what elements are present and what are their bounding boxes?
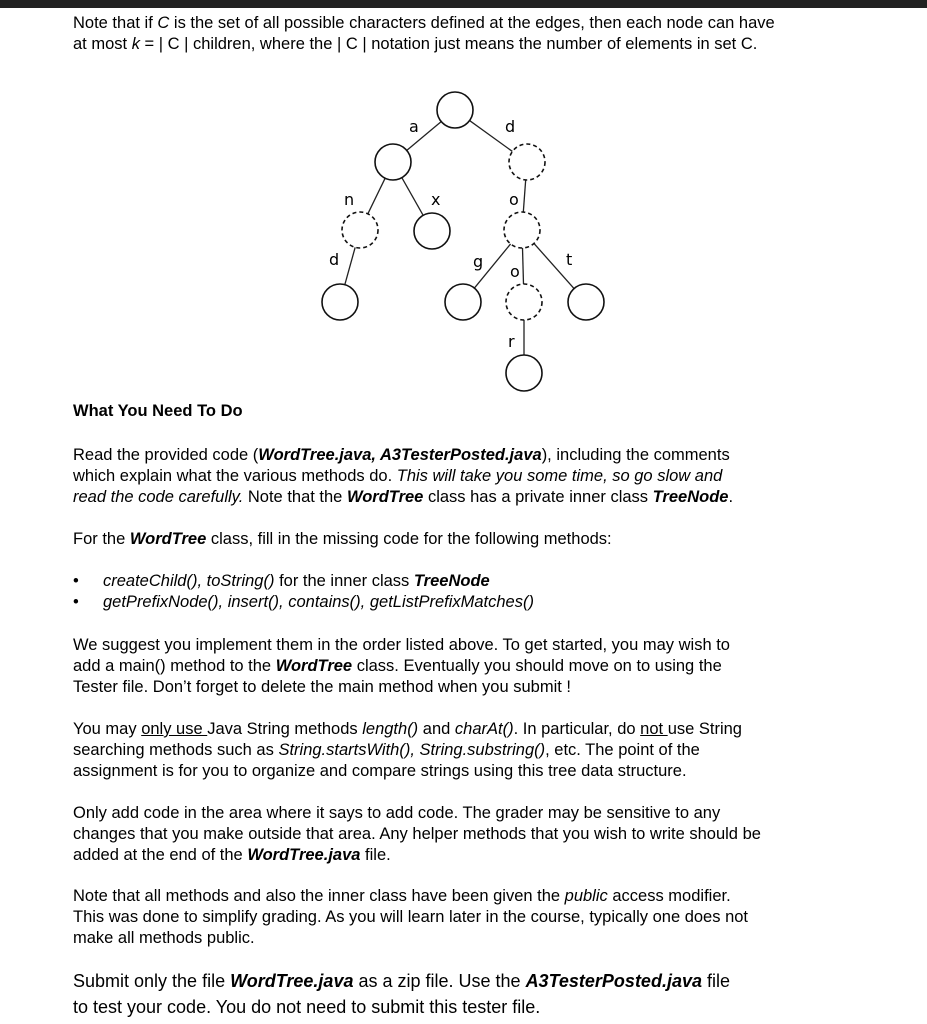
word-node <box>322 284 358 320</box>
text: file <box>701 971 730 991</box>
text: only use <box>141 720 208 738</box>
word-node <box>437 92 473 128</box>
text: make all methods public. <box>73 929 255 947</box>
text: This will take you some time, so go slow and <box>396 467 723 485</box>
edge-label: g <box>473 252 484 271</box>
text: WordTree.java <box>247 846 361 864</box>
text: Note that if <box>73 14 158 32</box>
text: Read the provided code ( <box>73 446 259 464</box>
text: as a zip file. Use the <box>353 971 526 991</box>
text: k <box>131 35 140 53</box>
text: class, fill in the missing code for the following methods: <box>206 530 612 548</box>
paragraph-fill-in <box>73 529 612 550</box>
intermediate-node <box>509 144 545 180</box>
edge-label: n <box>344 190 355 209</box>
tree-edge <box>368 178 385 214</box>
text: searching methods such as <box>73 741 279 759</box>
edge-label: a <box>409 117 419 136</box>
intermediate-node <box>504 212 540 248</box>
list-item <box>73 592 534 613</box>
text: to test your code. You do not need to submit this tester file. <box>73 997 541 1017</box>
text: class has a private inner class <box>423 488 653 506</box>
text: use String <box>667 720 742 738</box>
text: changes that you make outside that area. Any helper methods that you wish to write should be <box>73 825 761 843</box>
text: Note that all methods and also the inner class have been given the <box>73 887 565 905</box>
text: = | C | children, where the | C | notation just means the number of elements in set C. <box>139 35 758 53</box>
text: assignment is for you to organize and compare strings using this tree data structure. <box>73 762 687 780</box>
text: WordTree <box>129 530 207 548</box>
edge-label: o <box>509 190 519 209</box>
method-list <box>73 571 534 613</box>
text: WordTree <box>275 657 353 675</box>
text: length() <box>362 720 419 738</box>
text: . In particular, do <box>513 720 641 738</box>
text: TreeNode <box>652 488 729 506</box>
edge-label: r <box>508 332 515 351</box>
text: WordTree.java <box>230 971 354 991</box>
text: createChild(), toString() <box>103 572 275 590</box>
text: getPrefixNode(), insert(), contains(), getListPrefixMatches() <box>103 593 534 611</box>
paragraph-submit <box>73 968 730 1020</box>
text: class. Eventually you should move on to using the <box>352 657 722 675</box>
text: add a main() method to the <box>73 657 276 675</box>
text: ), including the comments <box>541 446 730 464</box>
word-node <box>506 355 542 391</box>
text: For the <box>73 530 130 548</box>
tree-edge <box>345 247 355 284</box>
trie-diagram <box>0 0 927 400</box>
text: not <box>640 720 668 738</box>
paragraph-suggestion <box>73 635 730 698</box>
edge-label: x <box>431 190 441 209</box>
text: Only add code in the area where it says to add code. The grader may be sensitive to any <box>73 804 721 822</box>
intermediate-node <box>342 212 378 248</box>
text: which explain what the various methods do. <box>73 467 397 485</box>
tree-edge <box>522 248 523 284</box>
text: TreeNode <box>413 572 490 590</box>
edge-label: t <box>566 250 573 269</box>
text: for the inner class <box>274 572 414 590</box>
text: WordTree <box>346 488 424 506</box>
edge-label: d <box>505 117 516 136</box>
text: String.startsWith(), String.substring() <box>278 741 546 759</box>
paragraph-string-methods <box>73 719 742 782</box>
text: Submit only the file <box>73 971 231 991</box>
text: public <box>564 887 608 905</box>
text: added at the end of the <box>73 846 248 864</box>
text: is the set of all possible characters defined at the edges, then each node can have <box>169 14 775 32</box>
section-title: What You Need To Do <box>73 402 243 420</box>
text: You may <box>73 720 142 738</box>
text: access modifier. <box>607 887 731 905</box>
edge-label: o <box>510 262 520 281</box>
word-node <box>414 213 450 249</box>
text: read the code carefully. <box>73 488 244 506</box>
text: charAt() <box>454 720 514 738</box>
word-node <box>445 284 481 320</box>
text: , etc. The point of the <box>545 741 700 759</box>
paragraph-public <box>73 886 748 949</box>
text: . <box>728 488 734 506</box>
edge-label: d <box>329 250 340 269</box>
tree-edge <box>402 178 423 216</box>
text: at most <box>73 35 132 53</box>
text: file. <box>360 846 391 864</box>
text: Tester file. Don’t forget to delete the main method when you submit ! <box>73 678 572 696</box>
paragraph-add-code <box>73 803 761 866</box>
text: Java String methods <box>207 720 363 738</box>
text: C <box>157 14 170 32</box>
text: and <box>418 720 455 738</box>
word-node <box>375 144 411 180</box>
text: Note that the <box>243 488 347 506</box>
tree-edge <box>523 180 525 212</box>
text: This was done to simplify grading. As you will learn later in the course, typically one does not <box>73 908 749 926</box>
word-node <box>568 284 604 320</box>
text: WordTree.java, A3TesterPosted.java <box>258 446 542 464</box>
text: A3TesterPosted.java <box>525 971 702 991</box>
paragraph-read-code <box>73 445 733 508</box>
intermediate-node <box>506 284 542 320</box>
list-item <box>73 571 534 592</box>
text: We suggest you implement them in the order listed above. To get started, you may wish to <box>73 636 730 654</box>
